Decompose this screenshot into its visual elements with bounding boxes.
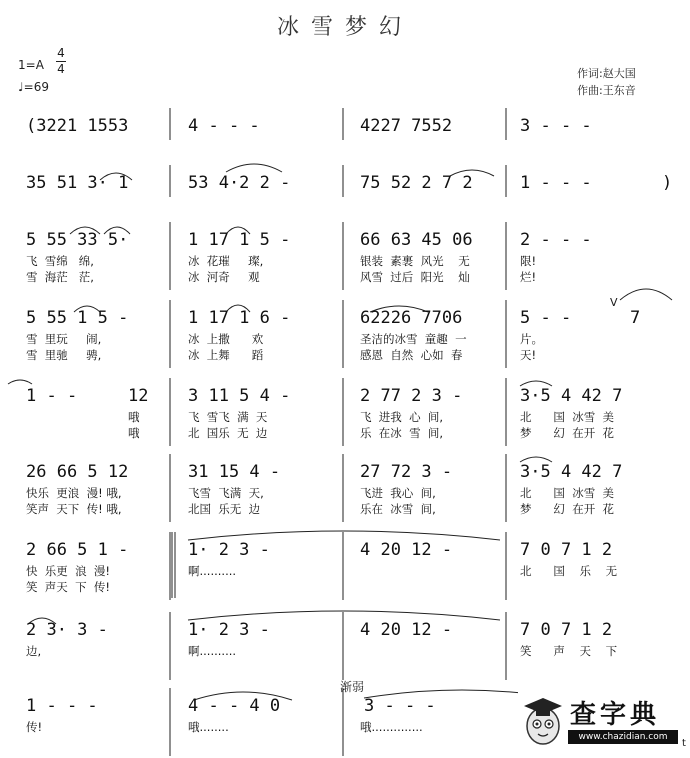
note-group: 31 15 4 - bbox=[188, 462, 281, 482]
composer-credit: 作曲:王东音 bbox=[577, 84, 636, 97]
lyric-line: 北 国 乐 无 bbox=[520, 564, 618, 578]
note-group: 4227 7552 bbox=[360, 116, 453, 136]
lyric-line: 哦........ bbox=[188, 720, 229, 734]
lyric-line: 北 国 冰雪 美 bbox=[520, 486, 615, 500]
stray-mark: t bbox=[682, 738, 686, 749]
note-group: (3221 1553 bbox=[26, 116, 129, 136]
note-group: 3 - - - bbox=[520, 116, 592, 136]
note-group: 4 - - - bbox=[188, 116, 260, 136]
note-group: 1· 2 3 - bbox=[188, 620, 270, 640]
lyric-line: 啊.......... bbox=[188, 644, 237, 658]
lyric-line: 笑 声天 下 传! bbox=[26, 580, 111, 594]
lyric-line: 烂! bbox=[520, 270, 537, 284]
lyric-line: 哦 bbox=[128, 410, 140, 424]
note-group: 4 20 12 - bbox=[360, 620, 453, 640]
lyric-line: 风雪 过后 阳光 灿 bbox=[360, 270, 470, 284]
slur bbox=[620, 289, 672, 300]
note-group: 5 55 1 5 - bbox=[26, 308, 129, 328]
tempo-value: =69 bbox=[23, 80, 49, 94]
breath-mark: V bbox=[610, 296, 618, 309]
note-group: 2 3· 3 - bbox=[26, 620, 108, 640]
lyric-line: 感恩 自然 心如 春 bbox=[360, 348, 463, 362]
lyric-line: 乐在 冰雪 间, bbox=[360, 502, 436, 516]
note-group: 27 72 3 - bbox=[360, 462, 453, 482]
lyric-line: 雪 海茫 茫, bbox=[26, 270, 94, 284]
lyric-line: 冰 河奇 观 bbox=[188, 270, 260, 284]
note-group: 5 - - bbox=[520, 308, 572, 328]
note-group: 7 0 7 1 2 bbox=[520, 620, 613, 640]
lyric-line: 雪 里驰 骋, bbox=[26, 348, 102, 362]
note-group: 1 17 1 5 - bbox=[188, 230, 291, 250]
dim-marking: 渐弱 bbox=[340, 680, 365, 694]
lyric-line: 笑声 天下 传! 哦, bbox=[26, 502, 122, 516]
lyric-line: 传! bbox=[26, 720, 43, 734]
note-group: 1 - - - bbox=[520, 173, 592, 193]
lyric-line: 哦.............. bbox=[360, 720, 423, 734]
note-group: 1 - - bbox=[26, 386, 78, 406]
note-group: ) bbox=[662, 173, 673, 193]
lyric-line: 北国 乐无 边 bbox=[188, 502, 261, 516]
lyric-line: 圣洁的冰雪 童趣 一 bbox=[360, 332, 467, 346]
quarter-note-icon: ♩ bbox=[18, 80, 24, 94]
slur bbox=[188, 531, 500, 540]
lyric-line: 啊.......... bbox=[188, 564, 237, 578]
key-signature: 1=A bbox=[18, 58, 44, 72]
note-group: 1 - - - bbox=[26, 696, 98, 716]
note-group: 7 bbox=[630, 308, 641, 328]
lyric-line: 天! bbox=[520, 348, 537, 362]
note-group: 4 - - 4 0 bbox=[188, 696, 281, 716]
lyric-line: 快 乐更 浪 漫! bbox=[26, 564, 111, 578]
note-group: 2 - - - bbox=[520, 230, 592, 250]
note-group: 53 4·2 2 - bbox=[188, 173, 291, 193]
slur bbox=[188, 611, 500, 620]
lyric-line: 边, bbox=[26, 644, 42, 658]
watermark-site-name: 查字典 bbox=[570, 700, 661, 730]
lyricist-credit: 作词:赵大国 bbox=[577, 67, 636, 80]
lyric-line: 梦 幻 在开 花 bbox=[520, 426, 615, 440]
note-group: 5 55 33 5· bbox=[26, 230, 129, 250]
lyric-line: 飞雪 飞满 天, bbox=[188, 486, 264, 500]
page-title: 冰雪梦幻 bbox=[276, 15, 413, 40]
lyric-line: 限! bbox=[520, 254, 537, 268]
note-group: 3 11 5 4 - bbox=[188, 386, 291, 406]
lyric-line: 梦 幻 在开 花 bbox=[520, 502, 615, 516]
note-group: 26 66 5 12 bbox=[26, 462, 129, 482]
site-watermark bbox=[518, 692, 680, 752]
lyric-line: 银装 素裹 风光 无 bbox=[360, 254, 470, 268]
watermark-site-url: www.chazidian.com bbox=[568, 730, 678, 744]
lyric-line: 笑 声 天 下 bbox=[520, 644, 618, 658]
lyric-line: 快乐 更浪 漫! 哦, bbox=[26, 486, 122, 500]
slur bbox=[226, 164, 282, 172]
lyric-line: 雪 里玩 闹, bbox=[26, 332, 102, 346]
lyric-line: 飞 雪飞 满 天 bbox=[188, 410, 268, 424]
note-group: 2 66 5 1 - bbox=[26, 540, 129, 560]
lyric-line: 北 国 冰雪 美 bbox=[520, 410, 615, 424]
note-group: 66 63 45 06 bbox=[360, 230, 473, 250]
note-group: 75 52 2 7 2 bbox=[360, 173, 473, 193]
note-group: 3·5 4 42 7 bbox=[520, 386, 623, 406]
note-group: 7 0 7 1 2 bbox=[520, 540, 613, 560]
lyric-line: 飞 进我 心 间, bbox=[360, 410, 444, 424]
time-signature-bottom: 4 bbox=[57, 62, 65, 76]
lyric-line: 飞进 我心 间, bbox=[360, 486, 436, 500]
lyric-line: 乐 在冰 雪 间, bbox=[360, 426, 444, 440]
note-group: 1· 2 3 - bbox=[188, 540, 270, 560]
note-group: 1 17 1 6 - bbox=[188, 308, 291, 328]
note-group: 4 20 12 - bbox=[360, 540, 453, 560]
lyric-line: 飞 雪绵 绵, bbox=[26, 254, 94, 268]
lyric-line: 北 国乐 无 边 bbox=[188, 426, 268, 440]
lyric-line: 哦 bbox=[128, 426, 140, 440]
note-group: 2 77 2 3 - bbox=[360, 386, 463, 406]
note-group: 62226 7706 bbox=[360, 308, 463, 328]
note-group: 12 bbox=[128, 386, 149, 406]
lyric-line: 片。 bbox=[520, 332, 543, 346]
note-group: 3 - - - bbox=[364, 696, 436, 716]
scholar-mascot-icon bbox=[518, 692, 568, 748]
slur bbox=[8, 380, 32, 384]
lyric-line: 冰 上舞 蹈 bbox=[188, 348, 264, 362]
note-group: 35 51 3· 1 bbox=[26, 173, 129, 193]
lyric-line: 冰 上撒 欢 bbox=[188, 332, 264, 346]
note-group: 3·5 4 42 7 bbox=[520, 462, 623, 482]
lyric-line: 冰 花璀 璨, bbox=[188, 254, 264, 268]
time-signature-top: 4 bbox=[57, 46, 65, 60]
